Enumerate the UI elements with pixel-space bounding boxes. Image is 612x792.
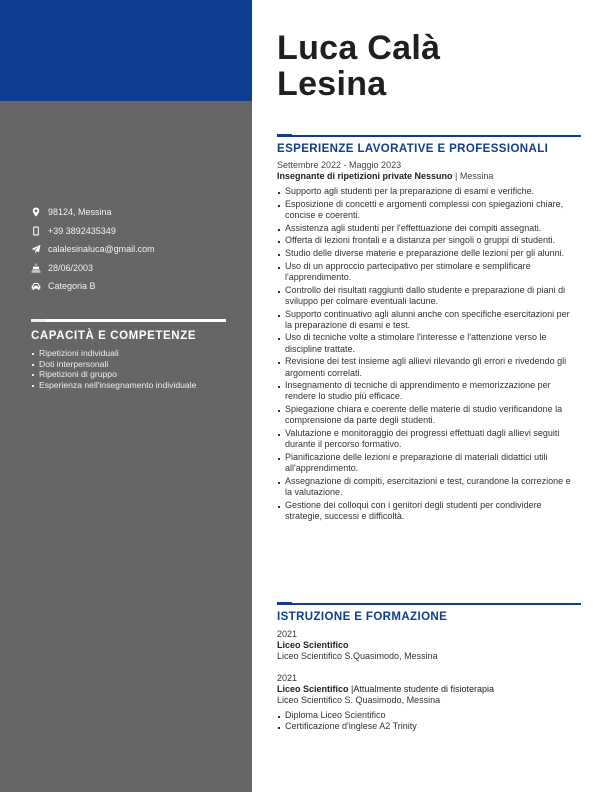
skills-section — [31, 319, 226, 390]
contact-license — [31, 277, 231, 296]
education-place: Liceo Scientifico S. Quasimodo, Messina — [277, 695, 441, 705]
sidebar-header-band — [0, 0, 252, 101]
contact-list — [31, 203, 231, 296]
experience-title: ESPERIENZE LAVORATIVE E PROFESSIONALI — [277, 143, 549, 155]
experience-bullet: Assistenza agli studenti per l'effettuazione dei compiti assegnati. — [277, 223, 577, 234]
contact-birthdate-text: 28/06/2003 — [48, 262, 94, 273]
experience-section — [277, 134, 581, 524]
education-bullets — [277, 710, 581, 732]
skill-item: Ripetizioni di gruppo — [31, 369, 226, 380]
education-year: 2021 — [277, 629, 298, 639]
experience-divider — [277, 134, 581, 137]
separator: | — [455, 171, 458, 181]
map-marker-icon — [31, 207, 41, 217]
experience-date: Settembre 2022 - Maggio 2023 — [277, 160, 402, 170]
education-bullet: Certificazione d'inglese A2 Trinity — [277, 721, 581, 732]
education-degree: Liceo Scientifico — [277, 640, 349, 650]
experience-bullets — [277, 186, 577, 522]
skill-item: Ripetizioni individuali — [31, 348, 226, 359]
contact-email[interactable] — [31, 240, 231, 259]
education-bullet: Diploma Liceo Scientifico — [277, 710, 581, 721]
education-item — [277, 629, 581, 662]
education-item — [277, 673, 581, 732]
experience-bullet: Esposizione di concetti e argomenti complessi con spiegazioni chiare, concise e coerenti. — [277, 199, 577, 221]
name-line-1: Luca Calà — [277, 29, 441, 67]
experience-role: Insegnante di ripetizioni private Nessuno — [277, 171, 453, 181]
experience-bullet: Assegnazione di compiti, esercitazioni e test, curandone la correzione e la valutazione. — [277, 476, 577, 498]
education-title-line — [277, 640, 581, 651]
contact-address — [31, 203, 231, 222]
contact-phone-text: +39 3892435349 — [48, 225, 116, 236]
skills-divider — [31, 319, 226, 322]
name-line-2: Lesina — [277, 65, 387, 103]
experience-bullet: Valutazione e monitoraggio dei progressi effettuati dagli allievi seguiti durante il percorso formativo. — [277, 428, 577, 450]
experience-bullet: Supporto continuativo agli alunni anche con specifiche esercitazioni per la preparazione di esami e test. — [277, 309, 577, 331]
experience-bullet: Revisione dei test insieme agli allievi rilevando gli errori e rivedendo gli argomenti correlati. — [277, 356, 577, 378]
birthday-cake-icon — [31, 263, 41, 273]
experience-bullet: Insegnamento di tecniche di apprendimento e memorizzazione per rendere lo studio più efficace. — [277, 380, 577, 402]
education-place: Liceo Scientifico S.Quasimodo, Messina — [277, 651, 438, 661]
education-degree: Liceo Scientifico — [277, 684, 349, 694]
mobile-phone-icon — [31, 226, 41, 236]
separator: | — [351, 684, 354, 694]
skill-item: Doti interpersonali — [31, 359, 226, 370]
skills-title: CAPACITÀ E COMPETENZE — [31, 330, 197, 342]
sidebar — [0, 0, 252, 792]
candidate-name — [277, 30, 440, 102]
experience-role-line — [277, 171, 581, 182]
experience-bullet: Offerta di lezioni frontali e a distanza per singoli o gruppi di studenti. — [277, 235, 577, 246]
experience-bullet: Gestione dei colloqui con i genitori degli studenti per condividere strategie, successi e difficoltà. — [277, 500, 577, 522]
experience-bullet: Uso di un approccio partecipativo per stimolare e semplificare l'apprendimento. — [277, 261, 577, 283]
education-note: Attualmente studente di fisioterapia — [353, 684, 494, 694]
experience-bullet: Supporto agli studenti per la preparazione di esami e verifiche. — [277, 186, 577, 197]
contact-address-text: 98124, Messina — [48, 207, 112, 218]
education-title: ISTRUZIONE E FORMAZIONE — [277, 611, 448, 623]
education-divider — [277, 602, 581, 605]
skill-item: Esperienza nell'insegnamento individuale — [31, 380, 226, 391]
skills-list — [31, 348, 226, 390]
experience-bullet: Controllo dei risultati raggiunti dallo studente e preparazione di piani di sviluppo per colmare eventuali lacune. — [277, 285, 577, 307]
experience-bullet: Spiegazione chiara e coerente delle materie di studio verificandone la comprensione da parte degli studenti. — [277, 404, 577, 426]
contact-license-text: Categoria B — [48, 281, 96, 292]
contact-birthdate — [31, 259, 231, 278]
contact-email-text[interactable]: calalesinaluca@gmail.com — [48, 244, 155, 255]
experience-location: Messina — [459, 171, 494, 181]
car-icon — [31, 281, 41, 291]
paper-plane-icon — [31, 244, 41, 254]
experience-bullet: Pianificazione delle lezioni e preparazione di materiali didattici utili all'apprendimento. — [277, 452, 577, 474]
education-year: 2021 — [277, 673, 298, 683]
contact-phone — [31, 222, 231, 241]
experience-bullet: Uso di tecniche volte a stimolare l'interesse e l'attenzione verso le discipline trattate. — [277, 332, 577, 354]
education-section — [277, 602, 581, 732]
experience-bullet: Studio delle diverse materie e preparazione delle lezioni per gli alunni. — [277, 248, 577, 259]
education-title-line — [277, 684, 581, 695]
